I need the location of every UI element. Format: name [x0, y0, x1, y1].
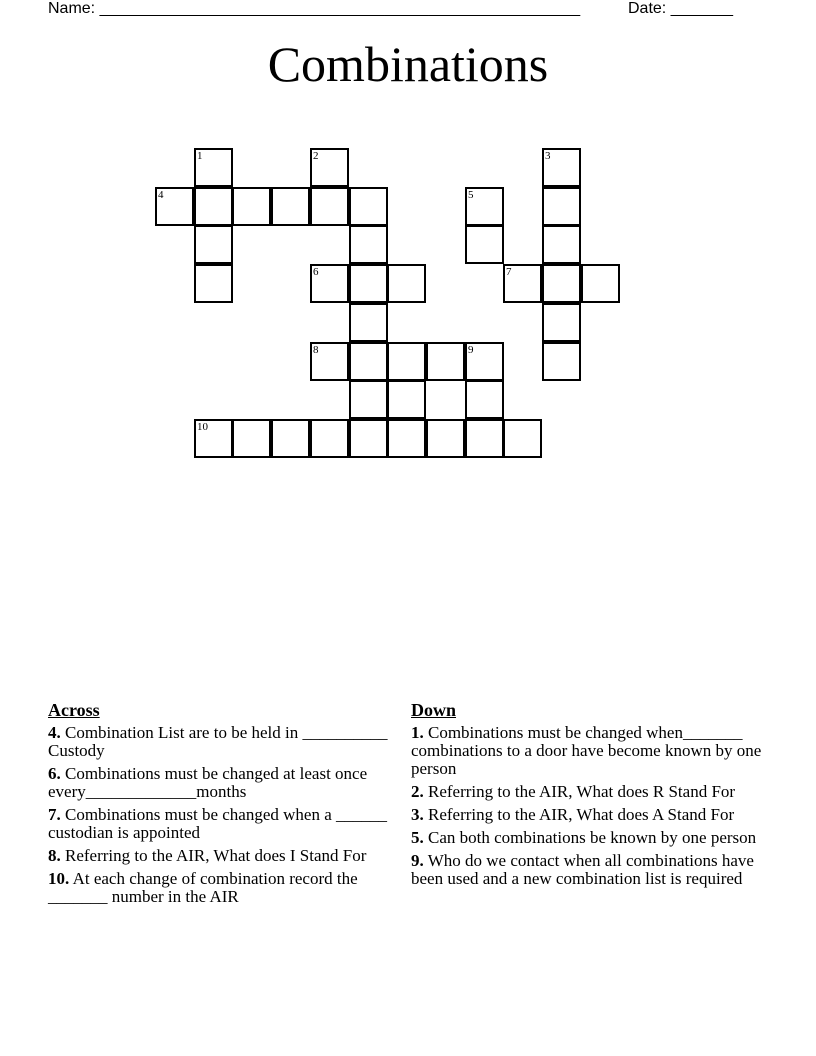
crossword-cell[interactable] — [503, 264, 542, 303]
down-clue — [411, 852, 771, 888]
cell-number: 4 — [158, 189, 164, 201]
crossword-cell[interactable] — [349, 419, 388, 458]
crossword-cell[interactable] — [542, 225, 581, 264]
crossword-cell[interactable] — [542, 264, 581, 303]
clue-text: Combinations must be changed at least once every_____________months — [48, 764, 368, 801]
cell-number: 9 — [468, 344, 474, 356]
crossword-cell[interactable] — [349, 303, 388, 342]
crossword-cell[interactable] — [542, 342, 581, 381]
crossword-cell[interactable] — [310, 264, 349, 303]
crossword-cell[interactable] — [465, 342, 504, 381]
crossword-cell[interactable] — [465, 419, 504, 458]
crossword-cell[interactable] — [349, 380, 388, 419]
crossword-cell[interactable] — [387, 264, 426, 303]
crossword-cell[interactable] — [155, 187, 194, 226]
crossword-cell[interactable] — [271, 419, 310, 458]
cell-number: 7 — [506, 266, 512, 278]
clue-number: 1. — [411, 723, 424, 742]
clue-number: 6. — [48, 764, 61, 783]
cell-number: 8 — [313, 344, 319, 356]
across-clue — [48, 724, 393, 760]
cell-number: 3 — [545, 150, 551, 162]
clue-number: 7. — [48, 805, 61, 824]
page-title: Combinations — [267, 36, 549, 92]
name-field[interactable]: Name: ______________________________________________________ — [48, 0, 581, 17]
crossword-cell[interactable] — [465, 225, 504, 264]
down-clue — [411, 783, 771, 801]
crossword-cell[interactable] — [387, 419, 426, 458]
crossword-cell[interactable] — [194, 419, 233, 458]
crossword-cell[interactable] — [349, 264, 388, 303]
clue-number: 9. — [411, 851, 424, 870]
crossword-cell[interactable] — [426, 342, 465, 381]
down-clue — [411, 724, 771, 778]
crossword-cell[interactable] — [542, 148, 581, 187]
clue-number: 2. — [411, 782, 424, 801]
crossword-cell[interactable] — [271, 187, 310, 226]
crossword-cell[interactable] — [310, 187, 349, 226]
down-clues — [411, 700, 771, 893]
across-heading: Across — [48, 700, 100, 720]
clue-text: Who do we contact when all combinations have been used and a new combination list is required — [411, 851, 754, 888]
clue-text: Combination List are to be held in __________ Custody — [48, 723, 388, 760]
down-heading: Down — [411, 700, 457, 720]
crossword-cell[interactable] — [232, 187, 271, 226]
cell-number: 1 — [197, 150, 203, 162]
cell-number: 5 — [468, 189, 474, 201]
crossword-cell[interactable] — [310, 148, 349, 187]
crossword-cell[interactable] — [387, 380, 426, 419]
clue-text: At each change of combination record the _______ number in the AIR — [48, 869, 358, 906]
cell-number: 10 — [197, 421, 208, 433]
crossword-cell[interactable] — [465, 187, 504, 226]
crossword-grid — [0, 0, 816, 470]
crossword-cell[interactable] — [194, 148, 233, 187]
clue-number: 10. — [48, 869, 70, 888]
crossword-cell[interactable] — [542, 187, 581, 226]
crossword-cell[interactable] — [349, 225, 388, 264]
crossword-cell[interactable] — [232, 419, 271, 458]
clue-text: Referring to the AIR, What does I Stand For — [65, 846, 367, 865]
crossword-cell[interactable] — [387, 342, 426, 381]
crossword-cell[interactable] — [349, 342, 388, 381]
across-clue — [48, 765, 393, 801]
crossword-cell[interactable] — [194, 264, 233, 303]
clue-text: Can both combinations be known by one person — [428, 828, 757, 847]
across-clues — [48, 700, 393, 911]
down-clue — [411, 829, 771, 847]
clue-number: 4. — [48, 723, 61, 742]
crossword-cell[interactable] — [542, 303, 581, 342]
crossword-cell[interactable] — [349, 187, 388, 226]
date-field[interactable]: Date: _______ — [628, 0, 733, 17]
crossword-cell[interactable] — [465, 380, 504, 419]
cell-number: 6 — [313, 266, 319, 278]
clue-text: Referring to the AIR, What does R Stand For — [428, 782, 736, 801]
crossword-cell[interactable] — [310, 342, 349, 381]
down-clue — [411, 806, 771, 824]
across-clue — [48, 847, 393, 865]
clue-text: Combinations must be changed when a ______ custodian is appointed — [48, 805, 388, 842]
crossword-cell[interactable] — [194, 187, 233, 226]
crossword-cell[interactable] — [426, 419, 465, 458]
clue-number: 5. — [411, 828, 424, 847]
crossword-cell[interactable] — [503, 419, 542, 458]
crossword-cell[interactable] — [581, 264, 620, 303]
clue-text: Combinations must be changed when_______ combinations to a door have become known by one person — [411, 723, 762, 778]
cell-number: 2 — [313, 150, 319, 162]
clue-number: 8. — [48, 846, 61, 865]
clue-number: 3. — [411, 805, 424, 824]
clue-text: Referring to the AIR, What does A Stand For — [428, 805, 735, 824]
across-clue — [48, 806, 393, 842]
across-clue — [48, 870, 393, 906]
crossword-cell[interactable] — [194, 225, 233, 264]
crossword-cell[interactable] — [310, 419, 349, 458]
